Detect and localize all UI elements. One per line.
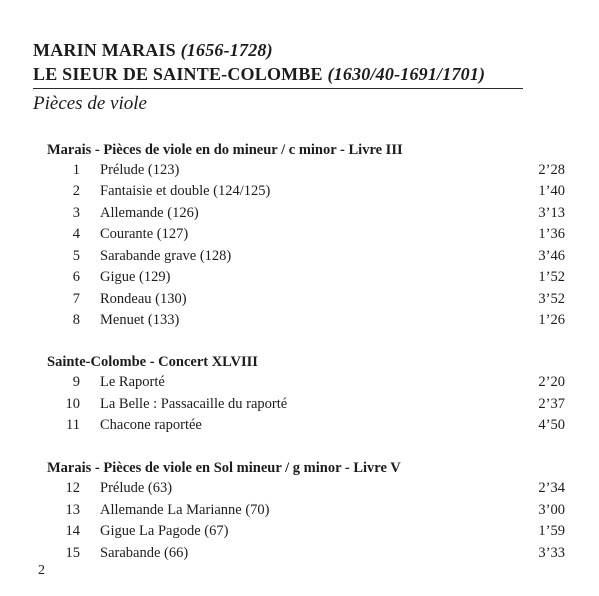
track-title: Gigue La Pagode (67) [100,523,229,539]
track-row [0,545,599,566]
track-row [0,269,599,290]
track-number: 5 [72,248,80,264]
composer-name: MARIN MARAIS [33,40,176,60]
track-title: Courante (127) [100,226,189,242]
track-duration: 3’52 [538,291,565,307]
composer-heading-marais [33,40,273,61]
track-row [0,502,599,523]
composer-dates: (1656-1728) [180,40,273,60]
track-title: Menuet (133) [100,312,180,328]
track-number: 8 [72,312,80,328]
track-duration: 3’46 [538,248,565,264]
track-duration: 1’59 [538,523,565,539]
track-number: 15 [65,545,80,561]
track-row [0,248,599,269]
composer-name: LE SIEUR DE SAINTE-COLOMBE [33,64,323,84]
track-number: 4 [72,226,80,242]
heading-divider [33,88,523,89]
section-title: Marais - Pièces de viole en do mineur / c minor - Livre III [47,142,403,158]
track-duration: 3’33 [538,545,565,561]
section-title: Sainte-Colombe - Concert XLVIII [47,354,258,370]
track-number: 9 [72,374,80,390]
track-title: Chacone raportée [100,417,202,433]
track-title: Prélude (123) [100,162,180,178]
track-title: Prélude (63) [100,480,173,496]
track-row [0,396,599,417]
track-number: 1 [72,162,80,178]
track-row [0,417,599,438]
track-duration: 4’50 [538,417,565,433]
track-title: Le Raporté [100,374,165,390]
track-row [0,183,599,204]
track-duration: 3’00 [538,502,565,518]
track-title: La Belle : Passacaille du raporté [100,396,288,412]
track-number: 3 [72,205,80,221]
page-number: 2 [38,563,45,578]
track-number: 2 [72,183,80,199]
composer-heading-sainte-colombe [33,64,485,85]
track-title: Sarabande (66) [100,545,189,561]
album-subtitle: Pièces de viole [33,93,147,114]
track-row [0,523,599,544]
track-number: 14 [65,523,80,539]
track-title: Gigue (129) [100,269,171,285]
track-number: 11 [66,417,80,433]
track-duration: 2’34 [538,480,565,496]
track-row [0,312,599,333]
track-number: 13 [65,502,80,518]
track-title: Rondeau (130) [100,291,187,307]
track-title: Sarabande grave (128) [100,248,232,264]
track-duration: 1’40 [538,183,565,199]
track-row [0,162,599,183]
track-number: 12 [65,480,80,496]
track-row [0,480,599,501]
track-duration: 1’36 [538,226,565,242]
track-duration: 2’20 [538,374,565,390]
track-duration: 2’37 [538,396,565,412]
track-title: Allemande La Marianne (70) [100,502,270,518]
track-row [0,291,599,312]
track-duration: 3’13 [538,205,565,221]
track-duration: 1’52 [538,269,565,285]
track-duration: 2’28 [538,162,565,178]
track-title: Allemande (126) [100,205,199,221]
track-title: Fantaisie et double (124/125) [100,183,271,199]
track-number: 6 [72,269,80,285]
track-row [0,374,599,395]
track-row [0,226,599,247]
section-title: Marais - Pièces de viole en Sol mineur / g minor - Livre V [47,460,401,476]
composer-dates: (1630/40-1691/1701) [327,64,486,84]
track-number: 10 [65,396,80,412]
track-number: 7 [72,291,80,307]
track-duration: 1’26 [538,312,565,328]
track-row [0,205,599,226]
